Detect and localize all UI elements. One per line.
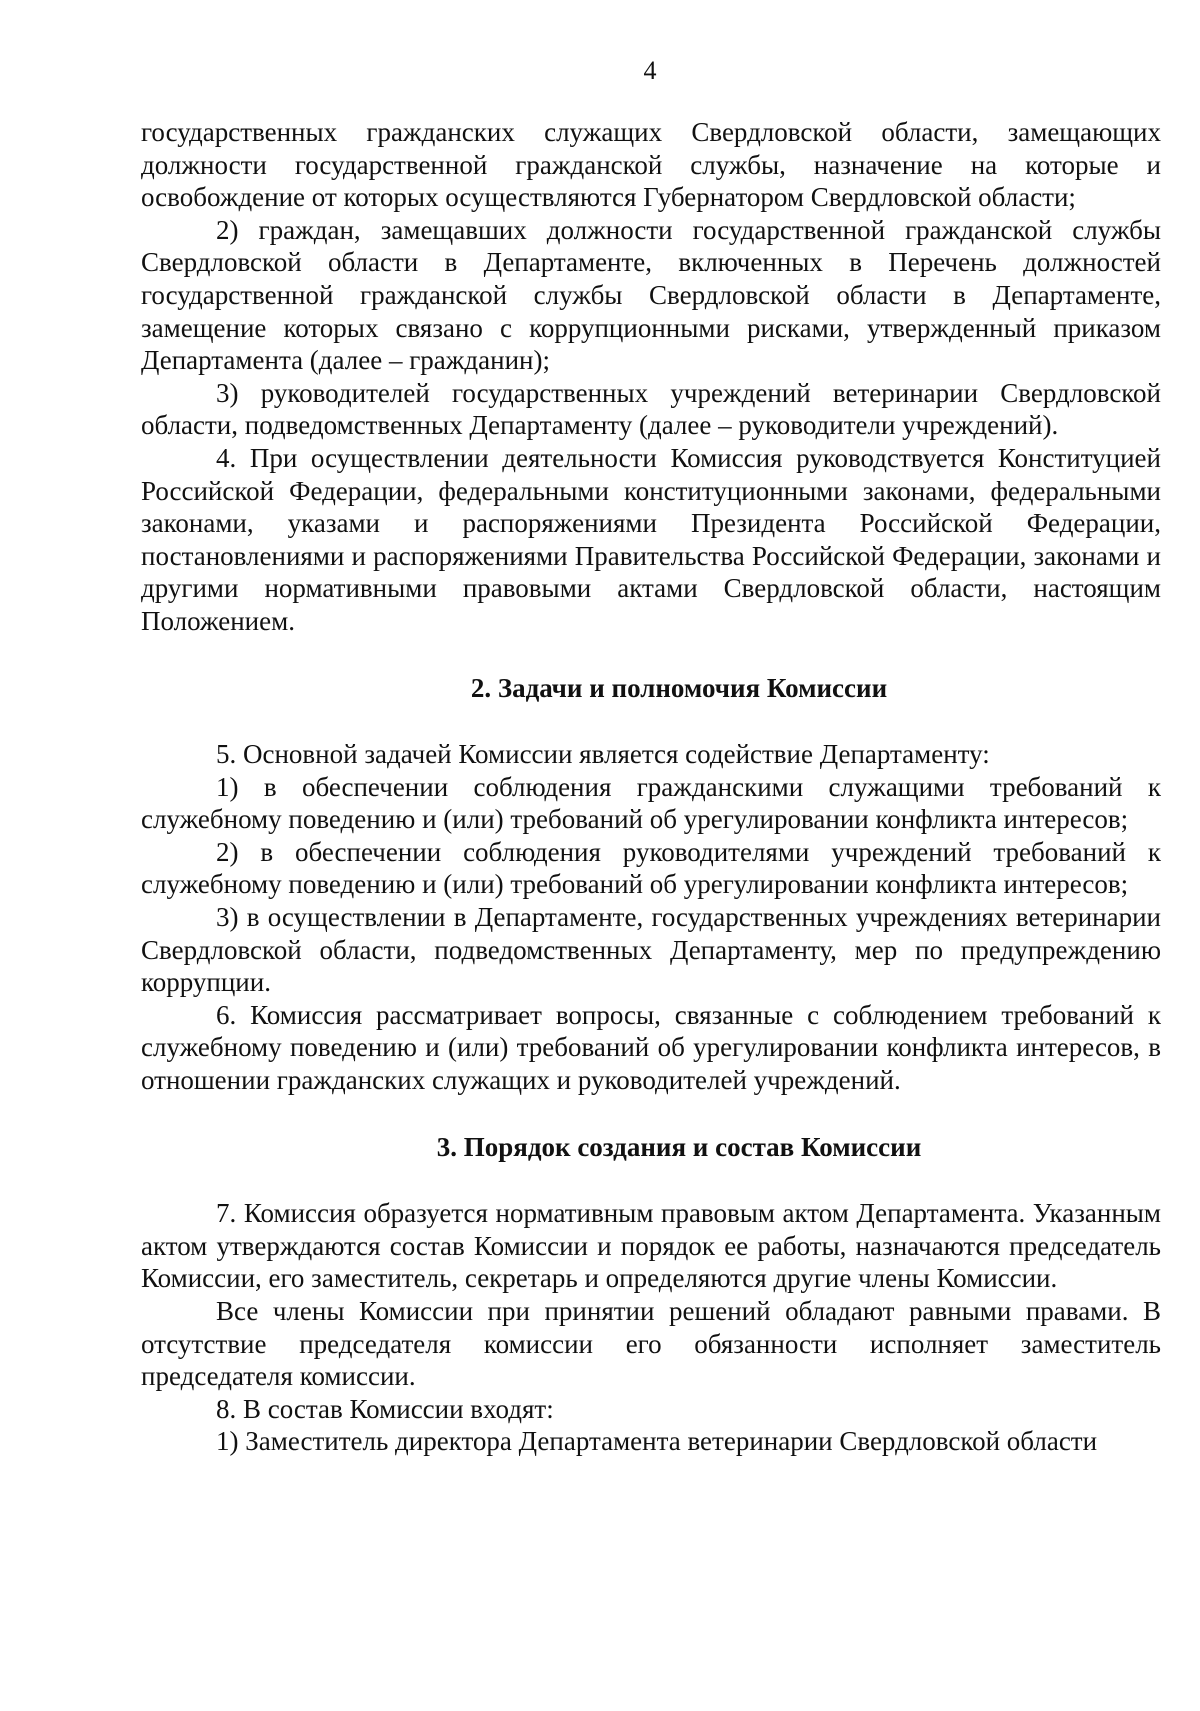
paragraph: 1) в обеспечении соблюдения гражданскими служащими требований к служебному поведению и (или) требований об урегулировании конфликта интересов;: [141, 771, 1161, 835]
paragraph: 6. Комиссия рассматривает вопросы, связанные с соблюдением требований к служебному поведению и (или) требований об урегулировании конфликта интересов, в отношении гражданских служащих и руководителей учреждений.: [141, 999, 1161, 1096]
paragraph: государственных гражданских служащих Свердловской области, замещающих должности государственной гражданской службы, назначение на которые и освобождение от которых осуществляются Губернатором Свердловской области;: [141, 117, 1161, 213]
paragraph: Все члены Комиссии при принятии решений обладают равными правами. В отсутствие председателя комиссии его обязанности исполняет заместитель председателя комиссии.: [141, 1296, 1161, 1392]
paragraph: 2) граждан, замещавших должности государственной гражданской службы Свердловской области в Департаменте, включенных в Перечень должностей государственной гражданской службы Свердловской области в Департаменте, замещение которых связано с коррупционными рисками, утвержденный приказом Департамента (далее – гражданин);: [141, 214, 1161, 376]
document-body: [141, 116, 1161, 1458]
paragraph: 5. Основной задачей Комиссии является содействие Департаменту:: [216, 739, 990, 770]
section-heading: 2. Задачи и полномочия Комиссии: [470, 672, 888, 703]
paragraph: 3) руководителей государственных учреждений ветеринарии Свердловской области, подведомственных Департаменту (далее – руководители учреждений).: [141, 377, 1161, 441]
section-heading: 3. Порядок создания и состав Комиссии: [436, 1131, 922, 1162]
paragraph: 3) в осуществлении в Департаменте, государственных учреждениях ветеринарии Свердловской области, подведомственных Департаменту, мер по предупреждению коррупции.: [141, 902, 1161, 998]
paragraph: 8. В состав Комиссии входят:: [216, 1393, 554, 1424]
page-number: 4: [643, 56, 657, 85]
paragraph: 1) Заместитель директора Департамента ветеринарии Свердловской области: [216, 1426, 1098, 1457]
paragraph: 7. Комиссия образуется нормативным правовым актом Департамента. Указанным актом утверждаются состав Комиссии и порядок ее работы, назначаются председатель Комиссии, его заместитель, секретарь и определяются другие члены Комиссии.: [141, 1198, 1161, 1294]
paragraph: 2) в обеспечении соблюдения руководителями учреждений требований к служебному поведению и (или) требований об урегулировании конфликта интересов;: [141, 836, 1161, 900]
paragraph: 4. При осуществлении деятельности Комиссия руководствуется Конституцией Российской Федерации, федеральными конституционными законами, федеральными законами, указами и распоряжениями Президента Российской Федерации, постановлениями и распоряжениями Правительства Российской Федерации, законами и другими нормативными правовыми актами Свердловской области, настоящим Положением.: [141, 442, 1161, 636]
